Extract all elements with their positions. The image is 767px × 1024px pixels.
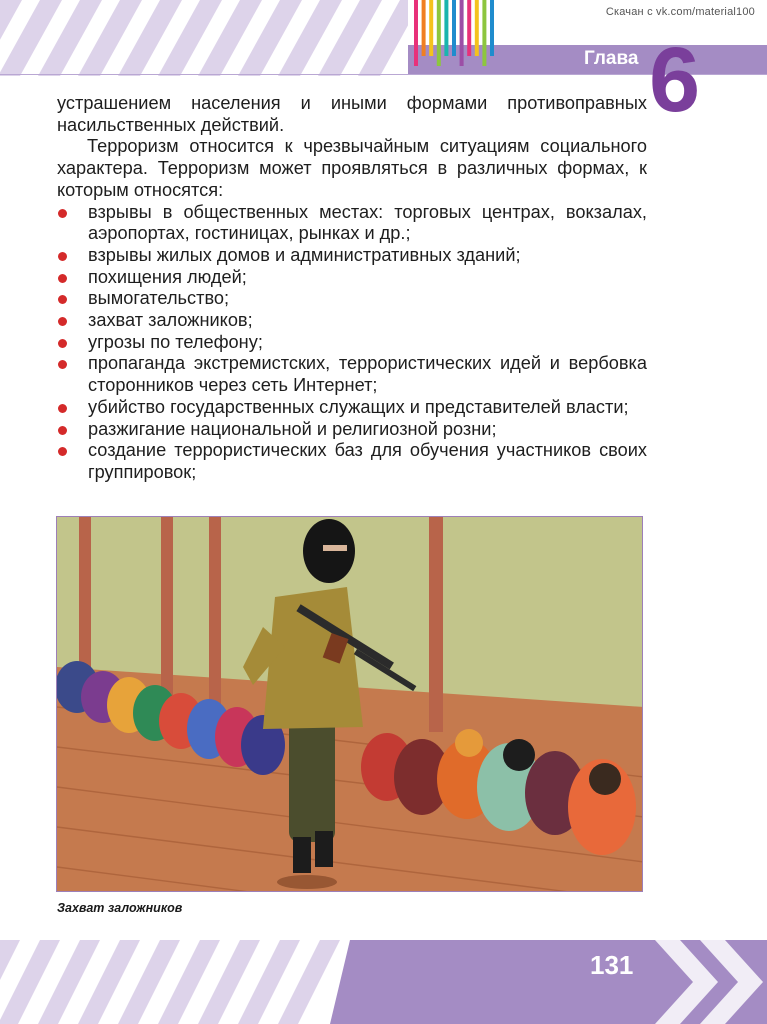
color-bar	[437, 0, 441, 66]
bullet-icon	[58, 295, 67, 304]
list-item: похищения людей;	[57, 267, 647, 289]
bullet-icon	[58, 360, 67, 369]
color-bar	[475, 0, 479, 56]
list-item: захват заложников;	[57, 310, 647, 332]
color-bar	[444, 0, 448, 56]
page-number: 131	[590, 950, 634, 980]
chapter-label: Глава	[584, 48, 639, 69]
watermark: Скачан с vk.com/material100	[605, 6, 755, 18]
bullet-icon	[58, 447, 67, 456]
bullet-icon	[58, 252, 67, 261]
color-bar	[490, 0, 494, 56]
bullet-icon	[58, 317, 67, 326]
list-item: вымогательство;	[57, 288, 647, 310]
list-item: взрывы жилых домов и административных зданий;	[57, 245, 647, 267]
illustration-art	[57, 517, 643, 892]
color-bar	[467, 0, 471, 56]
color-bar	[482, 0, 486, 66]
color-bar	[452, 0, 456, 56]
bullet-icon	[58, 339, 67, 348]
bullet-icon	[58, 274, 67, 283]
hostage-illustration	[56, 516, 643, 892]
list-item: разжигание национальной и религиозной розни;	[57, 419, 647, 441]
list-item: пропаганда экстремистских, террористических идей и вербовка сторонников через сеть Интернет;	[57, 353, 647, 396]
bullet-icon	[58, 426, 67, 435]
paragraph-continued: устрашением населения и иными формами противоправных насильственных действий.	[57, 93, 647, 135]
color-bar	[429, 0, 433, 56]
footer-stripes	[0, 940, 767, 1024]
figure-caption: Захват заложников	[57, 901, 183, 915]
body-text	[57, 93, 647, 484]
chapter-color-bars	[412, 0, 502, 70]
bullet-icon	[58, 404, 67, 413]
chapter-number: 6	[649, 29, 699, 131]
list-item: угрозы по телефону;	[57, 332, 647, 354]
list-item: взрывы в общественных местах: торговых центрах, вокзалах, аэропортах, гостиницах, рынках и др.;	[57, 202, 647, 245]
color-bar	[414, 0, 418, 66]
list-item: создание террористических баз для обучения участников своих группировок;	[57, 440, 647, 483]
terrorism-forms-list	[57, 202, 647, 484]
list-item: убийство государственных служащих и представителей власти;	[57, 397, 647, 419]
color-bar	[422, 0, 426, 56]
color-bar	[460, 0, 464, 66]
paragraph-intro: Терроризм относится к чрезвычайным ситуациям социального характера. Терроризм может проявляться в различных формах, к которым относятся:	[57, 136, 647, 200]
bullet-icon	[58, 209, 67, 218]
